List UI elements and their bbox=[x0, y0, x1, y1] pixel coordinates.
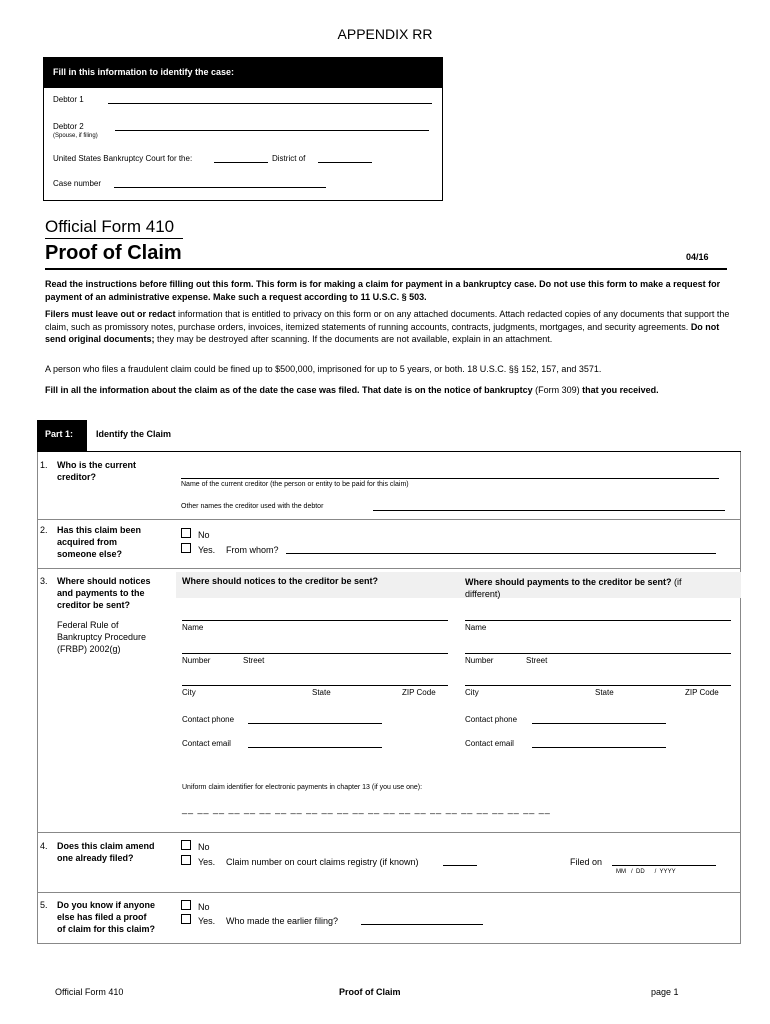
debtor2-field[interactable] bbox=[115, 130, 429, 131]
court-label: United States Bankruptcy Court for the: bbox=[53, 154, 193, 163]
notices-email-label: Contact email bbox=[182, 739, 231, 748]
payments-phone-field[interactable] bbox=[532, 723, 666, 724]
frbp-note bbox=[57, 619, 146, 655]
footer-form-title: Proof of Claim bbox=[339, 987, 401, 997]
footer-form-number: Official Form 410 bbox=[55, 987, 124, 997]
notices-zip-label: ZIP Code bbox=[402, 688, 436, 697]
notices-city-label: City bbox=[182, 688, 196, 697]
part1-header bbox=[37, 420, 741, 452]
notices-state-label: State bbox=[312, 688, 331, 697]
q4-question-line: one already filed? bbox=[57, 853, 134, 863]
q4-question-line: Does this claim amend bbox=[57, 841, 155, 851]
q5-question-line: Do you know if anyone bbox=[57, 900, 156, 910]
creditor-name-caption: Name of the current creditor (the person or entity to be paid for this claim) bbox=[181, 481, 409, 488]
frbp-note-line: Bankruptcy Procedure bbox=[57, 632, 147, 642]
q4-yes-checkbox[interactable] bbox=[181, 855, 191, 865]
q2-no-label: No bbox=[198, 530, 210, 540]
notices-phone-label: Contact phone bbox=[182, 715, 235, 724]
q5-question-line: else has filed a proof bbox=[57, 912, 147, 922]
notices-heading: Where should notices to the creditor be sent? bbox=[182, 576, 379, 586]
q5-number: 5. bbox=[40, 900, 48, 910]
q3-number: 3. bbox=[40, 576, 48, 586]
case-box-header: Fill in this information to identify the case: bbox=[44, 58, 442, 88]
q2-question bbox=[57, 524, 141, 560]
uci-field[interactable]: __ __ __ __ __ __ __ __ __ __ __ __ __ __ __ __ __ __ __ __ __ __ __ __ bbox=[182, 804, 551, 814]
instructions-p2-text2: they may be destroyed after scanning. If the documents are not available, explain in an attachment. bbox=[154, 334, 553, 344]
instructions-p4-text: (Form 309) bbox=[532, 385, 583, 395]
debtor1-field[interactable] bbox=[108, 103, 432, 104]
part1-title: Identify the Claim bbox=[96, 429, 172, 439]
footer-page-number: page 1 bbox=[651, 987, 679, 997]
q1-number: 1. bbox=[40, 460, 48, 470]
form-title: Proof of Claim bbox=[45, 242, 182, 264]
payments-city-field[interactable] bbox=[465, 685, 731, 686]
payments-heading-note: (if bbox=[674, 577, 682, 587]
payments-street-field[interactable] bbox=[465, 653, 731, 654]
q2-from-whom-field[interactable] bbox=[286, 553, 716, 554]
instructions-p4 bbox=[45, 384, 735, 397]
notices-name-field[interactable] bbox=[182, 620, 448, 621]
row-divider bbox=[37, 519, 741, 520]
instructions-p2 bbox=[45, 308, 735, 346]
q4-claim-number-field[interactable] bbox=[443, 865, 477, 866]
instructions-p4-bold: Fill in all the information about the claim as of the date the case was filed. That date is on the notice of bankruptcy bbox=[45, 385, 533, 395]
case-number-field[interactable] bbox=[114, 187, 326, 188]
notices-name-label: Name bbox=[182, 623, 204, 632]
q4-no-label: No bbox=[198, 842, 210, 852]
notices-street-label: Street bbox=[243, 656, 265, 665]
payments-city-label: City bbox=[465, 688, 479, 697]
q3-question-line: creditor be sent? bbox=[57, 600, 131, 610]
court-field[interactable] bbox=[214, 162, 268, 163]
payments-street-label: Street bbox=[526, 656, 548, 665]
q1-question-line: Who is the current bbox=[57, 460, 137, 470]
q5-question bbox=[57, 899, 155, 935]
other-names-label: Other names the creditor used with the debtor bbox=[181, 503, 324, 510]
payments-name-field[interactable] bbox=[465, 620, 731, 621]
q5-yes-label: Yes. bbox=[198, 916, 216, 926]
case-info-box bbox=[43, 57, 443, 201]
q3-question bbox=[57, 575, 151, 611]
frbp-note-line: (FRBP) 2002(g) bbox=[57, 644, 121, 654]
payments-heading-note-2: different) bbox=[465, 589, 501, 599]
q4-number: 4. bbox=[40, 841, 48, 851]
q1-question bbox=[57, 459, 136, 483]
debtor2-note: (Spouse, if filing) bbox=[53, 133, 98, 139]
form-date: 04/16 bbox=[686, 252, 709, 262]
q4-question bbox=[57, 840, 155, 864]
appendix-heading: APPENDIX RR bbox=[337, 26, 433, 42]
payments-email-label: Contact email bbox=[465, 739, 514, 748]
q4-date-format: MM / DD / YYYY bbox=[616, 869, 676, 875]
q2-question-line: acquired from bbox=[57, 537, 118, 547]
q5-yes-checkbox[interactable] bbox=[181, 914, 191, 924]
instructions-p3: A person who files a fraudulent claim could be fined up to $500,000, imprisoned for up to 5 years, or both. 18 U.S.C. §§ 152, 157, and 3571. bbox=[45, 364, 602, 374]
notices-city-field[interactable] bbox=[182, 685, 448, 686]
part1-label: Part 1: bbox=[37, 420, 87, 452]
q2-question-line: Has this claim been bbox=[57, 525, 142, 535]
row-divider bbox=[37, 892, 741, 893]
instructions-p1: Read the instructions before filling out this form. This form is for making a claim for payment in a bankruptcy case. Do not use this form to make a request for payment of an administrative expense. Make such a request according to 11 U.S.C. § 503. bbox=[45, 279, 721, 302]
instructions-p2-bold2: Do not send original documents; bbox=[45, 321, 720, 344]
notices-street-field[interactable] bbox=[182, 653, 448, 654]
q2-no-checkbox[interactable] bbox=[181, 528, 191, 538]
q2-yes-checkbox[interactable] bbox=[181, 543, 191, 553]
q4-claim-number-label: Claim number on court claims registry (if known) bbox=[226, 857, 419, 867]
payments-number-label: Number bbox=[465, 656, 494, 665]
q5-who-made-field[interactable] bbox=[361, 924, 483, 925]
row-divider bbox=[37, 832, 741, 833]
q3-question-line: Where should notices bbox=[57, 576, 151, 586]
payments-zip-label: ZIP Code bbox=[685, 688, 719, 697]
q3-question-line: and payments to the bbox=[57, 588, 145, 598]
notices-number-label: Number bbox=[182, 656, 211, 665]
notices-phone-field[interactable] bbox=[248, 723, 382, 724]
instructions-p2-bold: Filers must leave out or redact bbox=[45, 309, 176, 319]
payments-state-label: State bbox=[595, 688, 614, 697]
uci-label: Uniform claim identifier for electronic payments in chapter 13 (if you use one): bbox=[182, 784, 423, 791]
payments-heading-text: Where should payments to the creditor be sent? bbox=[465, 577, 672, 587]
debtor1-label: Debtor 1 bbox=[53, 95, 84, 104]
payments-name-label: Name bbox=[465, 623, 487, 632]
q4-yes-label: Yes. bbox=[198, 857, 216, 867]
row-divider bbox=[37, 568, 741, 569]
form-number: Official Form 410 bbox=[45, 217, 175, 236]
district-label: District of bbox=[272, 154, 306, 163]
q4-filed-on-label: Filed on bbox=[570, 857, 603, 867]
q2-number: 2. bbox=[40, 525, 48, 535]
other-names-field[interactable] bbox=[373, 510, 725, 511]
q4-filed-on-field[interactable] bbox=[612, 865, 716, 866]
q1-question-line: creditor? bbox=[57, 472, 97, 482]
creditor-name-field[interactable] bbox=[181, 478, 719, 479]
instructions-p2-text: information that is entitled to privacy on this form or on any attached documents. Attach redacted copies of any documents that support the claim, such as promissory notes, purchase orders, invoices, itemized statements of running accounts, contracts, judgments, mortgages, and security agreements. bbox=[45, 309, 730, 332]
q2-yes-label: Yes. bbox=[198, 545, 216, 555]
form-number-rule bbox=[45, 238, 183, 239]
q5-who-made-label: Who made the earlier filing? bbox=[226, 916, 339, 926]
title-rule bbox=[45, 268, 727, 270]
q2-from-whom-label: From whom? bbox=[226, 545, 279, 555]
payments-heading bbox=[465, 576, 735, 600]
q5-no-label: No bbox=[198, 902, 210, 912]
q4-no-checkbox[interactable] bbox=[181, 840, 191, 850]
debtor2-label: Debtor 2 bbox=[53, 122, 84, 131]
q5-no-checkbox[interactable] bbox=[181, 900, 191, 910]
case-number-label: Case number bbox=[53, 179, 102, 188]
payments-email-field[interactable] bbox=[532, 747, 666, 748]
district-field[interactable] bbox=[318, 162, 372, 163]
instructions-p4-bold2: that you received. bbox=[582, 385, 659, 395]
q5-question-line: of claim for this claim? bbox=[57, 924, 156, 934]
frbp-note-line: Federal Rule of bbox=[57, 620, 119, 630]
q2-question-line: someone else? bbox=[57, 549, 123, 559]
notices-email-field[interactable] bbox=[248, 747, 382, 748]
payments-phone-label: Contact phone bbox=[465, 715, 518, 724]
